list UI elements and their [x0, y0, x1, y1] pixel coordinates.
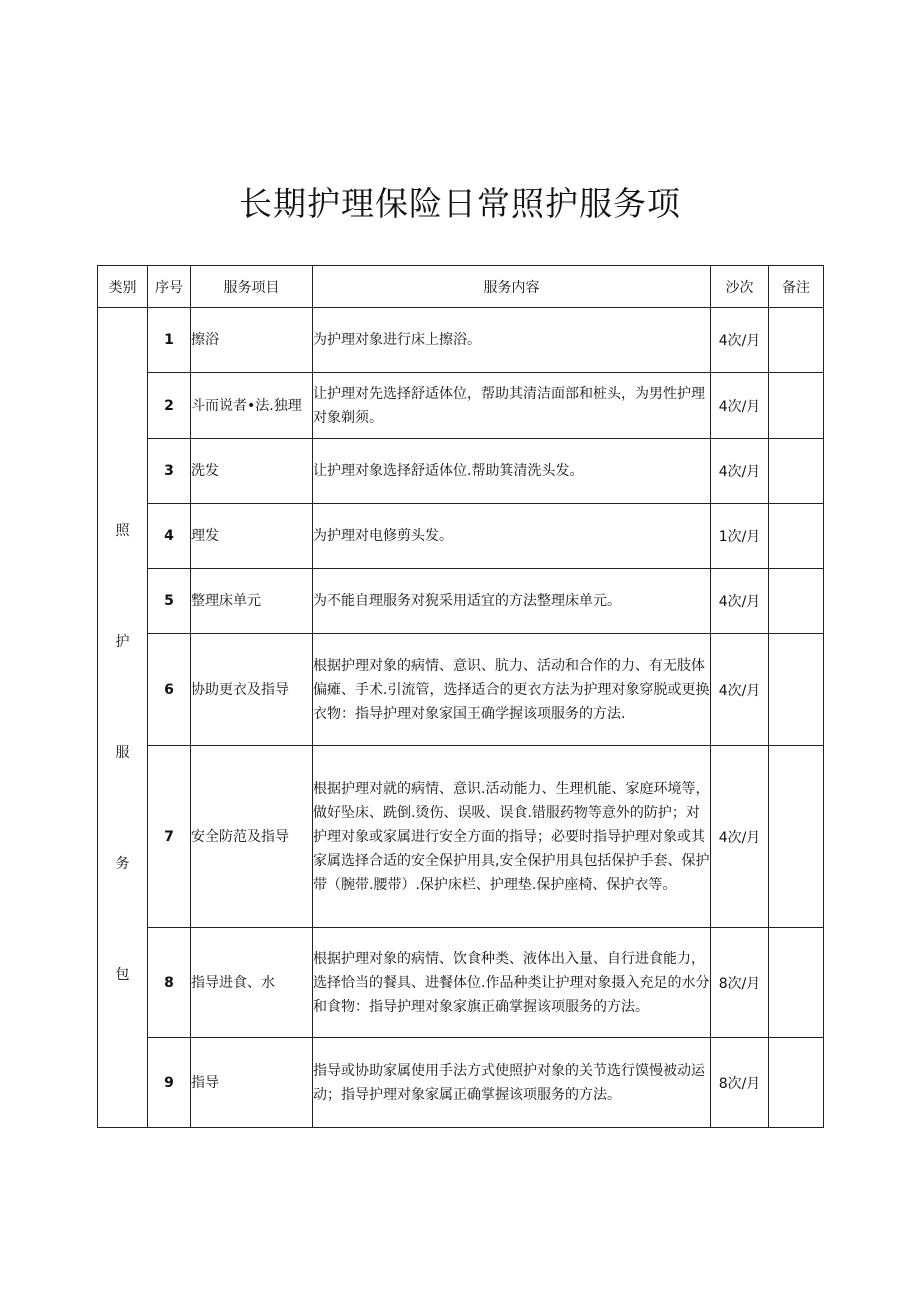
header-remark: 备注 [769, 266, 824, 308]
row-content: 根据护理对象的病情、意识、肮力、活动和合作的力、有无肢体偏瘫、手术.引流管，选择适合的更衣方法为护理对象穿脱或更换衣物：指导护理对象家国王确学握该项服务的方法. [313, 634, 711, 746]
table-header-row [98, 266, 824, 308]
row-frequency: 4次/月 [711, 439, 769, 504]
row-content: 为不能自理服务对猊采用适宜的方法整理床单元。 [313, 569, 711, 634]
row-remark [769, 1038, 824, 1128]
row-remark [769, 373, 824, 439]
row-frequency: 8次/月 [711, 928, 769, 1038]
category-char: 照 [115, 523, 130, 539]
row-index: 6 [148, 634, 191, 746]
row-index: 3 [148, 439, 191, 504]
category-char: 务 [115, 856, 130, 872]
row-index: 7 [148, 746, 191, 928]
table-row [98, 928, 824, 1038]
table-row [98, 1038, 824, 1128]
row-remark [769, 308, 824, 373]
category-char: 护 [115, 634, 130, 650]
row-index: 9 [148, 1038, 191, 1128]
row-frequency: 8次/月 [711, 1038, 769, 1128]
row-remark [769, 928, 824, 1038]
table-row [98, 439, 824, 504]
row-remark [769, 439, 824, 504]
row-item: 理发 [191, 504, 313, 569]
header-frequency: 沙次 [711, 266, 769, 308]
header-content: 服务内容 [313, 266, 711, 308]
row-item: 指导 [191, 1038, 313, 1128]
row-index: 5 [148, 569, 191, 634]
row-item: 指导进食、水 [191, 928, 313, 1038]
table-row [98, 746, 824, 928]
row-frequency: 1次/月 [711, 504, 769, 569]
table-row [98, 308, 824, 373]
row-item: 斗而说者•法.独理 [191, 373, 313, 439]
row-item: 洗发 [191, 439, 313, 504]
row-item: 整理床单元 [191, 569, 313, 634]
row-remark [769, 504, 824, 569]
row-frequency: 4次/月 [711, 373, 769, 439]
row-content: 让护理对先选择舒适体位，帮助其清洁面部和桩头，为男性护理对象剃须。 [313, 373, 711, 439]
row-content: 为护理对电修剪头发。 [313, 504, 711, 569]
table-row [98, 504, 824, 569]
service-table [97, 265, 824, 1128]
table-row [98, 569, 824, 634]
row-content: 让护理对象选择舒适体位.帮助箕清洗头发。 [313, 439, 711, 504]
row-content: 指导或协助家属使用手法方式使照护对象的关节选行馍慢被动运动；指导护理对象家属正确掌握该项服务的方法。 [313, 1038, 711, 1128]
row-remark [769, 746, 824, 928]
table-row [98, 634, 824, 746]
row-remark [769, 569, 824, 634]
row-content: 为护理对象进行床上擦浴。 [313, 308, 711, 373]
row-content: 根据护理对就的病情、意识.活动能力、生理机能、家庭环境等，做好坠床、跣倒.烫伤、误吸、误食.错服药物等意外的防护；对护理对象或家属进行安全方面的指导；必要时指导护理对象或其家属选择合适的安全保护用具,安全保护用具包括保护手套、保护带（腕带.腰带）.保护床栏、护理垫.保护座椅、保护衣等。 [313, 746, 711, 928]
row-index: 8 [148, 928, 191, 1038]
row-index: 2 [148, 373, 191, 439]
table-row [98, 373, 824, 439]
row-remark [769, 634, 824, 746]
row-item: 协助更衣及指导 [191, 634, 313, 746]
header-category: 类别 [98, 266, 148, 308]
category-char: 包 [115, 967, 130, 983]
page-title: 长期护理保险日常照护服务项 [239, 184, 681, 223]
row-item: 安全防范及指导 [191, 746, 313, 928]
category-cell [98, 308, 148, 1128]
row-frequency: 4次/月 [711, 746, 769, 928]
row-item: 擦浴 [191, 308, 313, 373]
row-frequency: 4次/月 [711, 634, 769, 746]
header-index: 序号 [148, 266, 191, 308]
row-content: 根据护理对象的病情、饮食种类、液体出入量、自行进食能力，选择恰当的餐具、进餐体位.作品种类让护理对象摄入充足的水分和食物：指导护理对象家旗正确掌握该项服务的方法。 [313, 928, 711, 1038]
category-char: 服 [115, 745, 130, 761]
row-frequency: 4次/月 [711, 569, 769, 634]
header-item: 服务项目 [191, 266, 313, 308]
row-index: 4 [148, 504, 191, 569]
row-frequency: 4次/月 [711, 308, 769, 373]
row-index: 1 [148, 308, 191, 373]
